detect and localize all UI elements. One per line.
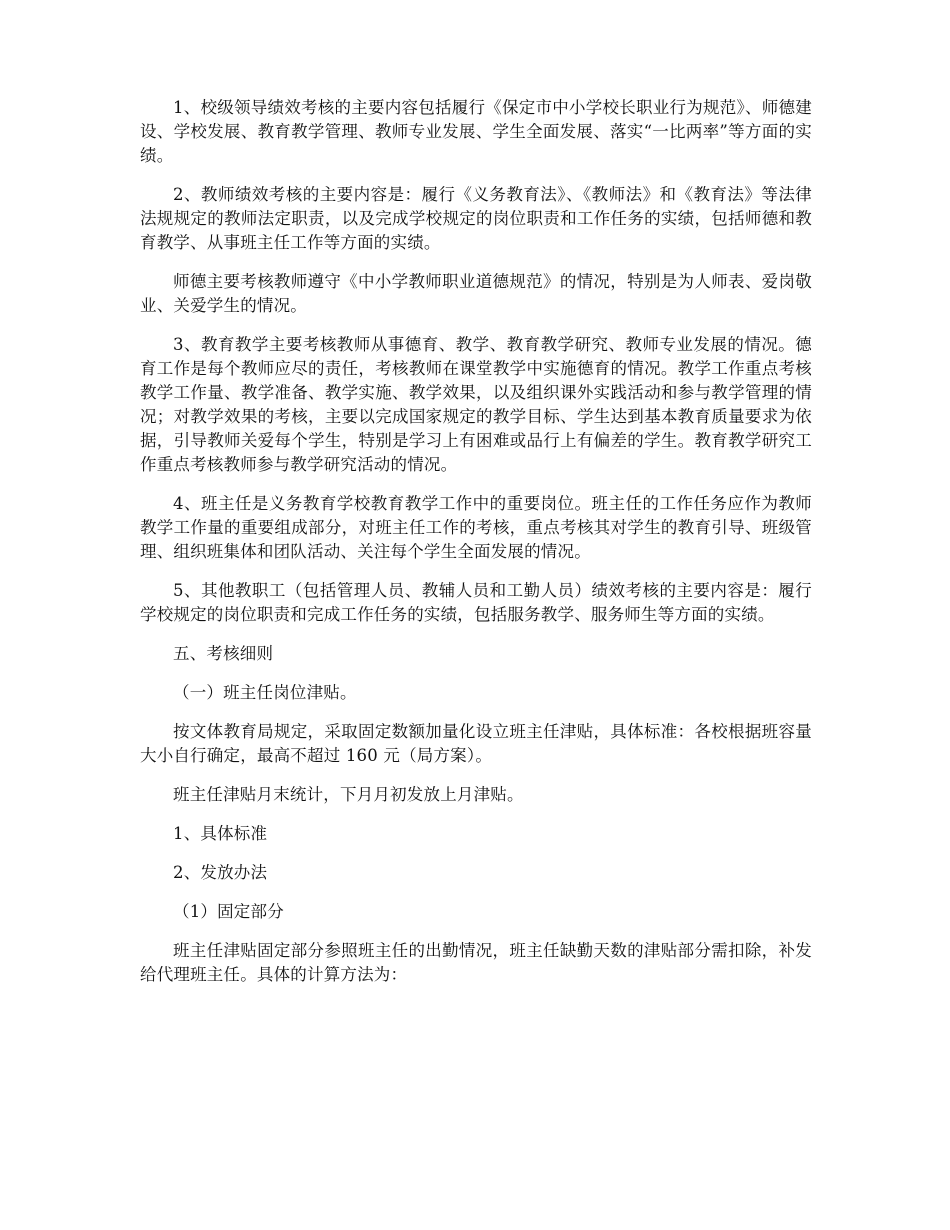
paragraph-teaching-assessment: 3、教育教学主要考核教师从事德育、教学、教育教学研究、教师专业发展的情况。德育工作是每个教师应尽的责任，考核教师在课堂教学中实施德育的情况。教学工作重点考核教学工作量、教学准备、教学实施、教学效果，以及组织课外实践活动和参与教学管理的情况；对教学效果的考核，主要以完成国家规定的教学目标、学生达到基本教育质量要求为依据，引导教师关爱每个学生，特别是学习上有困难或品行上有偏差的学生。教育教学研究工作重点考核教师参与教学研究活动的情况。 [140,335,812,474]
subsection-heading-allowance: （一）班主任岗位津贴。 [173,683,357,702]
paragraph-fixed-part-calculation: 班主任津贴固定部分参照班主任的出勤情况，班主任缺勤天数的津贴部分需扣除，补发给代理班主任。具体的计算方法为： [140,941,812,984]
document-page [140,96,812,1002]
item-heading-standard: 1、具体标准 [173,824,268,843]
paragraph-class-teacher: 4、班主任是义务教育学校教育教学工作中的重要岗位。班主任的工作任务应作为教师教学工作量的重要组成部分，对班主任工作的考核，重点考核其对学生的教育引导、班级管理、组织班集体和团队活动、关注每个学生全面发展的情况。 [140,494,812,561]
paragraph-other-staff: 5、其他教职工（包括管理人员、教辅人员和工勤人员）绩效考核的主要内容是：履行学校规定的岗位职责和完成工作任务的实绩，包括服务教学、服务师生等方面的实绩。 [140,581,812,624]
item-heading-fixed-part: （1）固定部分 [173,902,284,921]
paragraph-allowance-standard: 按文体教育局规定，采取固定数额加量化设立班主任津贴，具体标准：各校根据班容量大小自行确定，最高不超过 160 元（局方案）。 [140,722,812,765]
paragraph-allowance-payment: 班主任津贴月末统计，下月月初发放上月津贴。 [173,785,524,804]
section-heading-assessment-rules: 五、考核细则 [173,644,274,663]
paragraph-teacher-assessment: 2、教师绩效考核的主要内容是：履行《义务教育法》、《教师法》和《教育法》等法律法规规定的教师法定职责，以及完成学校规定的岗位职责和工作任务的实绩，包括师德和教育教学、从事班主任工作等方面的实绩。 [140,185,812,252]
paragraph-teacher-ethics: 师德主要考核教师遵守《中小学教师职业道德规范》的情况，特别是为人师表、爱岗敬业、关爱学生的情况。 [140,272,812,315]
item-heading-payment-method: 2、发放办法 [173,863,268,882]
paragraph-leader-assessment: 1、校级领导绩效考核的主要内容包括履行《保定市中小学校长职业行为规范》、师德建设、学校发展、教育教学管理、教师专业发展、学生全面发展、落实“一比两率”等方面的实绩。 [140,98,812,165]
